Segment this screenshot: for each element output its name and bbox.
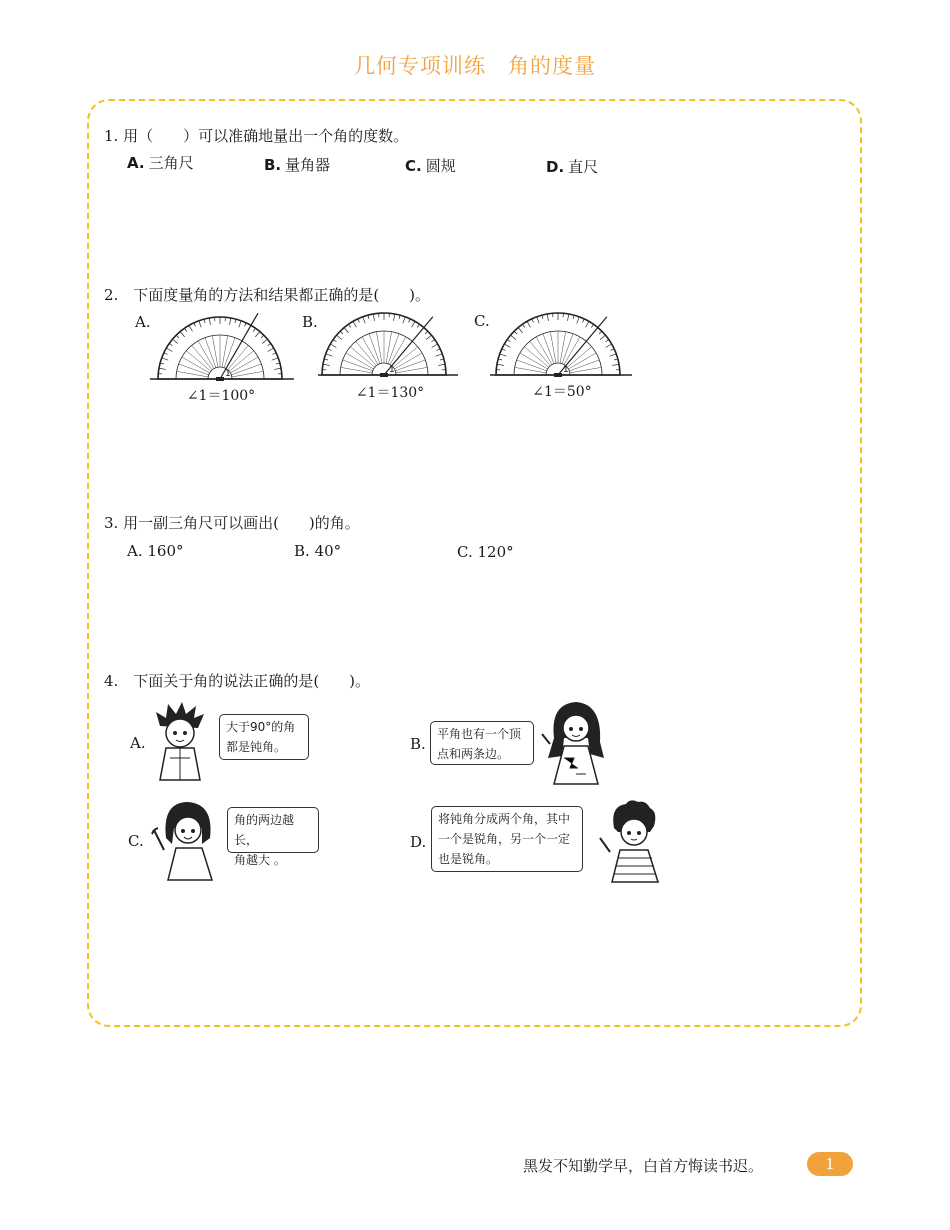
q1-option-a-text: 三角尺 xyxy=(148,154,194,172)
q2-option-c-letter[interactable]: C. xyxy=(474,312,490,330)
q4-option-c-line-1: 角的两边越长， xyxy=(234,813,295,847)
q4-option-d-line-1: 将钝角分成两个角，其中 xyxy=(438,812,571,826)
question-frame xyxy=(87,99,862,1027)
q4-option-b-line-1: 平角也有一个顶 xyxy=(437,727,522,741)
spiky-hair-boy-icon xyxy=(150,700,210,782)
q1-option-b-letter: B. xyxy=(264,156,282,174)
q1-option-a-letter: A. xyxy=(127,154,145,172)
q4-option-a-line-2: 都是钝角。 xyxy=(226,740,287,754)
q4-option-c-letter[interactable]: C. xyxy=(128,832,144,850)
svg-text:1: 1 xyxy=(225,369,231,379)
svg-text:1: 1 xyxy=(389,365,395,375)
q1-option-b-text: 量角器 xyxy=(285,156,331,174)
q1-option-b[interactable] xyxy=(264,154,330,175)
q3-option-b-text: 40° xyxy=(314,542,342,560)
q4-option-a-bubble xyxy=(219,714,309,760)
question-2-stem: 2. 下面度量角的方法和结果都正确的是( )。 xyxy=(104,286,431,304)
q3-option-c-text: 120° xyxy=(477,543,514,561)
question-4-stem: 4. 下面关于角的说法正确的是( )。 xyxy=(104,672,371,690)
protractor-c xyxy=(490,306,635,386)
q1-option-d[interactable] xyxy=(546,156,598,177)
q4-option-b-line-2: 点和两条边。 xyxy=(437,747,510,761)
question-1-stem: 1. 用（ ）可以准确地量出一个角的度数。 xyxy=(104,127,409,145)
title-subtopic: 角的度量 xyxy=(508,54,596,78)
bob-hair-girl-icon xyxy=(150,798,216,882)
curly-hair-boy-icon xyxy=(596,798,664,884)
q3-option-c-letter: C. xyxy=(457,543,473,561)
q4-option-a-line-1: 大于90°的角 xyxy=(226,720,296,734)
q3-option-b-letter: B. xyxy=(294,542,310,560)
q3-option-a-text: 160° xyxy=(147,542,184,560)
q4-option-b-letter[interactable]: B. xyxy=(410,735,426,753)
q4-option-d-line-2: 一个是锐角，另一个一定 xyxy=(438,832,571,846)
q4-option-d-bubble xyxy=(431,806,583,872)
q2-option-a-letter[interactable]: A. xyxy=(135,313,151,331)
q2-option-a-angle: ∠1＝100° xyxy=(186,388,256,404)
title-topic: 几何专项训练 xyxy=(354,54,486,78)
long-hair-girl-icon xyxy=(540,698,608,786)
svg-text:1: 1 xyxy=(563,365,569,375)
q1-option-d-letter: D. xyxy=(546,158,565,176)
q1-option-c-text: 圆规 xyxy=(425,157,456,175)
q2-option-b-angle: ∠1＝130° xyxy=(355,385,425,401)
page-number-badge: 1 xyxy=(807,1152,853,1176)
q1-option-a[interactable] xyxy=(127,152,194,173)
q4-option-c-line-2: 角越大 。 xyxy=(234,853,286,867)
q2-option-b-letter[interactable]: B. xyxy=(302,313,318,331)
q3-option-b[interactable] xyxy=(294,542,341,560)
q1-option-c[interactable] xyxy=(405,155,456,176)
protractor-a xyxy=(150,308,295,388)
q3-option-c[interactable] xyxy=(457,543,514,561)
protractor-b xyxy=(318,306,463,386)
question-3-stem: 3. 用一副三角尺可以画出( )的角。 xyxy=(104,514,360,532)
q1-option-c-letter: C. xyxy=(405,157,422,175)
q3-option-a[interactable] xyxy=(127,542,184,560)
footer-motto: 黑发不知勤学早，白首方悔读书迟。 xyxy=(523,1157,764,1175)
q4-option-d-letter[interactable]: D. xyxy=(410,833,427,851)
q4-option-b-bubble xyxy=(430,721,534,765)
q3-option-a-letter: A. xyxy=(127,542,143,560)
q4-option-d-line-3: 也是锐角。 xyxy=(438,852,499,866)
page-title xyxy=(0,50,950,80)
q4-option-c-bubble xyxy=(227,807,319,867)
q2-option-c-angle: ∠1＝50° xyxy=(532,384,592,400)
q4-option-a-letter[interactable]: A. xyxy=(130,734,146,752)
q1-option-d-text: 直尺 xyxy=(568,158,599,176)
